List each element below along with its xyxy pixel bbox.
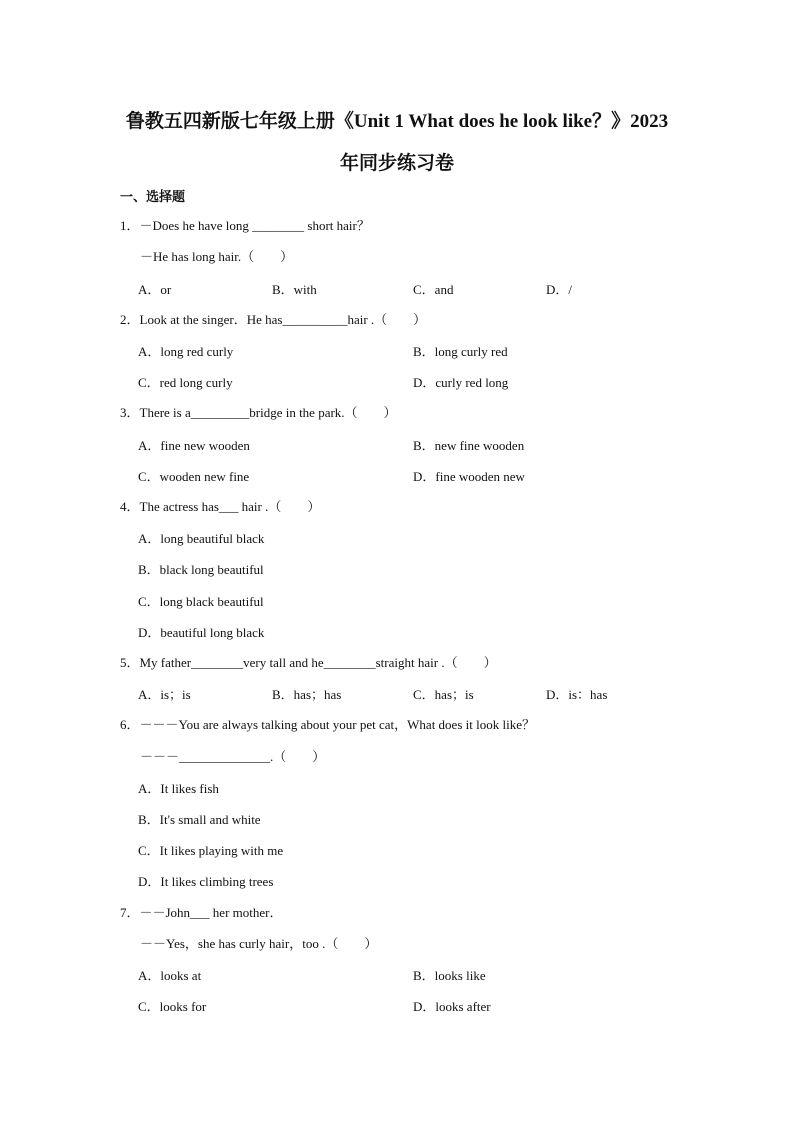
question-6-option-c: C．It likes playing with me [138,843,284,858]
question-1-option-c: C．and [413,282,454,297]
question-6-stem: 6．－－－You are always talking about your pet cat，What does it look like？ [120,717,535,732]
question-6-option-d: D．It likes climbing trees [138,874,274,889]
document-title-line-2: 年同步练习卷 [339,153,454,174]
question-2-option-c: C．red long curly [138,375,233,390]
question-4-option-c: C．long black beautiful [138,594,264,609]
question-7-option-b: B．looks like [413,968,486,983]
question-7-option-d: D．looks after [413,999,491,1014]
question-6-option-b: B．It's small and white [138,812,261,827]
question-1-option-d: D．/ [546,282,573,297]
question-2-option-b: B．long curly red [413,344,508,359]
question-5-option-c: C．has；is [413,687,474,702]
question-2-stem: 2．Look at the singer．He has__________hair .（ ） [120,312,427,327]
section-heading: 一、选择题 [120,190,186,205]
question-7-option-a: A．looks at [138,968,202,983]
question-1-option-b: B．with [272,282,317,297]
question-4-stem: 4．The actress has___ hair .（ ） [120,499,321,514]
question-3-option-d: D．fine wooden new [413,469,525,484]
document-title-line-1: 鲁教五四新版七年级上册《Unit 1 What does he look like？》2023 [125,111,669,132]
question-4-option-d: D．beautiful long black [138,625,265,640]
question-4-option-a: A．long beautiful black [138,531,265,546]
question-5-option-b: B．has；has [272,687,342,702]
question-1-stem-reply: －He has long hair.（ ） [140,249,294,264]
question-1-option-a: A．or [138,282,172,297]
question-3-option-c: C．wooden new fine [138,469,250,484]
question-3-option-b: B．new fine wooden [413,438,525,453]
question-5-stem: 5．My father________very tall and he________straight hair .（ ） [120,655,497,670]
question-7-option-c: C．looks for [138,999,207,1014]
question-5-option-d: D．is：has [546,687,608,702]
question-6-stem-reply: －－－______________.（ ） [140,749,326,764]
question-3-option-a: A．fine new wooden [138,438,250,453]
question-7-stem: 7．－－John___ her mother． [120,905,283,920]
question-3-stem: 3．There is a_________bridge in the park.（ ） [120,405,397,420]
question-1-stem: 1．－Does he have long ________ short hair？ [120,218,370,233]
question-7-stem-reply: －－Yes，she has curly hair，too .（ ） [140,936,378,951]
question-2-option-a: A．long red curly [138,344,234,359]
question-4-option-b: B．black long beautiful [138,562,264,577]
question-6-option-a: A．It likes fish [138,781,219,796]
question-5-option-a: A．is；is [138,687,191,702]
question-2-option-d: D．curly red long [413,375,509,390]
